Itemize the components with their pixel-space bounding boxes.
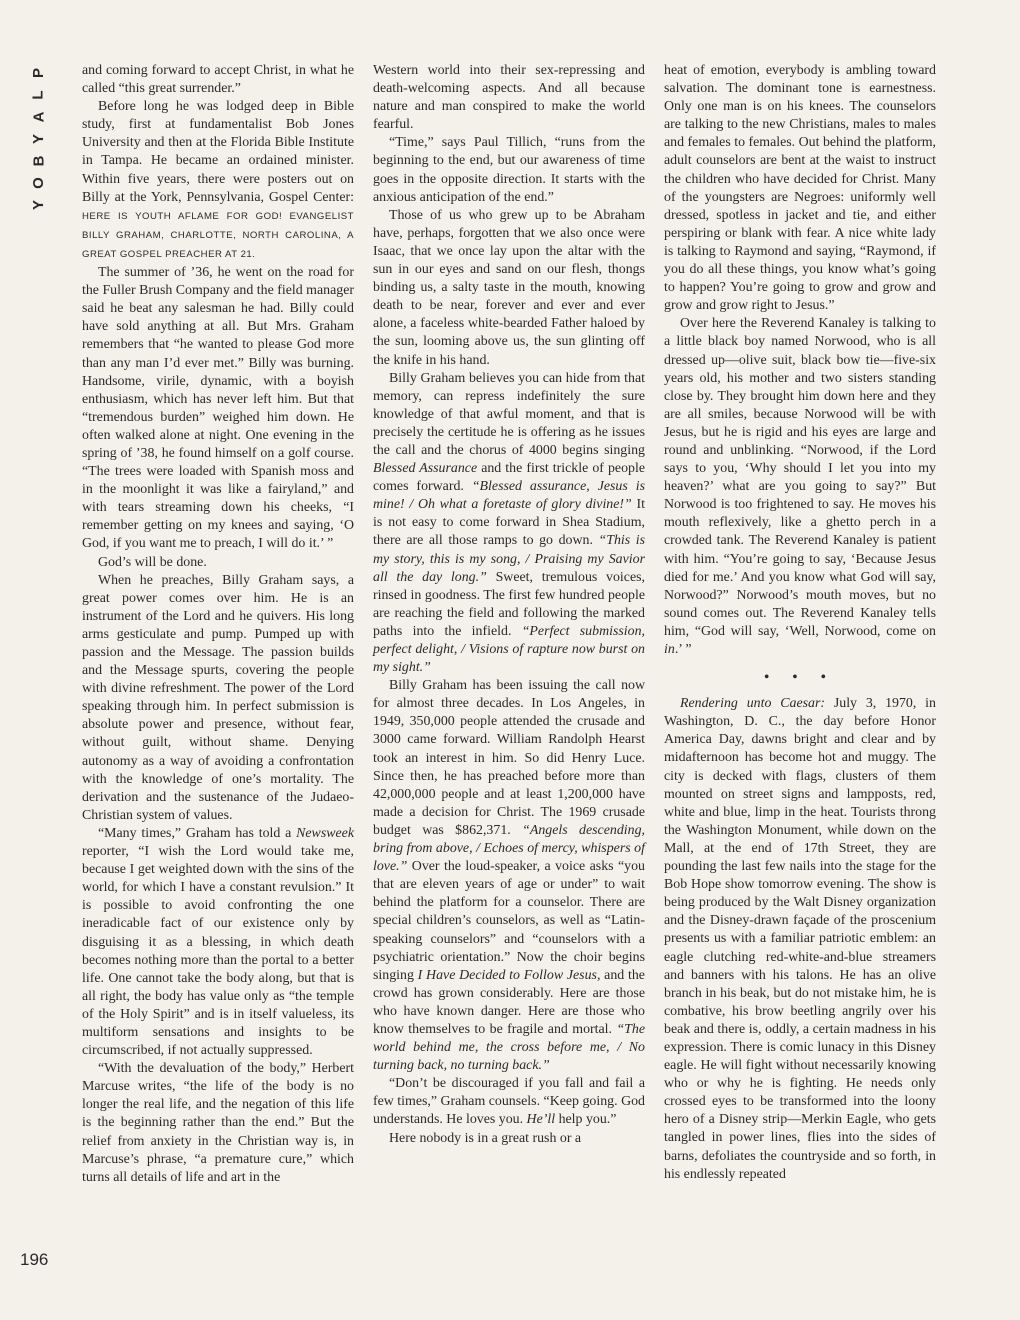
paragraph: heat of emotion, everybody is ambling toward salvation. The dominant tone is earnestness. Only one man is on his knees. The counselors are talking to the new Christians, males to males and females to females. Out behind the platform, adult counselors are bent at the waist to instruct the children who have decided for Christ. Many of the youngsters are Negroes: uniformly well dressed, spotless in jacket and tie, and either perspiring or blank with fear. A nice white lady is talking to Raymond and saying, “Raymond, if you do all these things, you know what’s going to happen? You’re going to grow and grow and grow and grow right to Jesus.” <box>664 63 936 314</box>
masthead-letter: B <box>30 155 47 167</box>
text-column-2 <box>373 62 645 1148</box>
paragraph: “With the devaluation of the body,” Herbert Marcuse writes, “the life of the body is no longer the real life, and the negation of this life is the beginning rather than the end.” But the relief from anxiety in the Christian way is, in Marcuse’s phrase, “a premature cure,” which turns all details of life and art in the <box>82 1061 354 1185</box>
poster-text: HERE IS YOUTH AFLAME FOR GOD! EVANGELIST BILLY GRAHAM, CHARLOTTE, NORTH CAROLINA, A GREAT GOSPEL PREACHER AT 21. <box>82 210 354 260</box>
paragraph: and coming forward to accept Christ, in what he called “this great surrender.” <box>82 63 354 97</box>
masthead-letter: Y <box>29 133 47 145</box>
masthead-letter: A <box>30 111 47 123</box>
masthead-letter: L <box>29 90 47 100</box>
paragraph: Those of us who grew up to be Abraham have, perhaps, forgotten that we also once were Isaac, that we once lay upon the altar with the sun in our eyes and sand on our flesh, thongs binding us, a salty taste in the mouth, knowing death to be near, forever and ever and ever alone, a faceless white-bearded Father haloed by the sun, looming above us, the sun glinting off the knife in his hand. <box>373 207 645 368</box>
paragraph: Over here the Reverend Kanaley is talking to a little black boy named Norwood, who is all dressed up—olive suit, black bow tie—five-six years old, his mother and two sisters standing close by. They brought him down here and they are all smiles, because Norwood will be with Jesus, but he is rigid and his eyes are large and round and unblinking. “Norwood, if the Lord says to you, ‘Why should I let you into my heaven?’ what are you going to say?” But Norwood is too frightened to say. He moves his mouth reflexively, like a ghetto perch in a crowded tank. The Reverend Kanaley is patient with him. “You’re going to say, ‘Because Jesus died for me.’ And you know what God will say, Norwood?” Norwood’s mouth moves, but no sound comes out. The Reverend Kanaley tells him, “God will say, ‘Well, Norwood, come on in.’ ” <box>664 316 936 657</box>
masthead-letter: O <box>29 177 47 189</box>
paragraph: Western world into their sex-repressing and death-welcoming aspects. And all because nature and man conspired to make the world fearful. <box>373 63 645 133</box>
paragraph: “Time,” says Paul Tillich, “runs from the beginning to the end, but our awareness of time goes in the opposite direction. It starts with the anxious anticipation of the end.” <box>373 135 645 205</box>
paragraph: Rendering unto Caesar: July 3, 1970, in Washington, D. C., the day before Honor America Day, dawns bright and clear and by midafternoon has become hot and muggy. The city is decked with flags, clusters of them mounted on street signs and lampposts, red, white and blue, limp in the heat. Tourists throng the Washington Monument, while down on the Mall, at the end of 17th Street, they are pounding the last few nails into the stage for the Bob Hope show tomorrow evening. The show is being produced by the Walt Disney organization and the Disney-drawn façade of the proscenium presents us with a familiar patriotic emblem: an eagle clutching red-white-and-blue streamers and banners with his talons. He has an olive branch in his beak, but do not mistake him, he is combative, his brow beetling angrily over his beak and there is, oddly, a certain madness in his expression. There is comic lunacy in this Disney eagle. He will fight without necessarily knowing who or why he is fighting. He needs only crossed eyes to be transformed into the loony hero of a Disney strip—Merkin Eagle, who gets tangled in power lines, flies into the sides of barns, defoliates the countryside and so forth, in his endlessly repeated <box>664 696 936 1182</box>
masthead-letter: P <box>29 67 47 79</box>
masthead <box>28 62 50 216</box>
paragraph: Billy Graham believes you can hide from that memory, can repress indefinitely the sure knowledge of that awful moment, and that is precisely the certitude he is offering as he issues the call and the chorus of 4000 begins singing Blessed Assurance and the first trickle of people comes forward. “Blessed assurance, Jesus is mine! / Oh what a foretaste of glory divine!” It is not easy to come forward in Shea Stadium, there are all those ramps to go down. “This is my story, this is my song, / Praising my Savior all the day long.” Sweet, tremulous voices, rinsed in goodness. The first few hundred people are reaching the field and following the marked paths into the infield. “Perfect submission, perfect delight, / Visions of rapture now burst on my sight.” <box>373 370 645 676</box>
paragraph: God’s will be done. <box>98 554 207 570</box>
text-column-3 <box>664 62 936 1184</box>
masthead-letter: Y <box>29 199 47 211</box>
paragraph: Before long he was lodged deep in Bible study, first at fundamentalist Bob Jones University and then at the Florida Bible Institute in Tampa. He became an ordained minister. Within five years, there were posters out on Billy at the York, Pennsylvania, Gospel Center: HERE IS YOUTH AFLAME FOR GOD! EVANGELIST BILLY GRAHAM, CHARLOTTE, NORTH CAROLINA, A GREAT GOSPEL PREACHER AT 21. <box>82 99 354 260</box>
paragraph: “Don’t be discouraged if you fall and fail a few times,” Graham counsels. “Keep going. God understands. He loves you. He’ll help you.” <box>373 1076 645 1128</box>
paragraph: Billy Graham has been issuing the call now for almost three decades. In Los Angeles, in 1949, 350,000 people attended the crusade and 3000 came forward. William Randolph Hearst took an interest in him. So did Henry Luce. Since then, he has preached before more than 42,000,000 people and at least 1,200,000 have made a decision for Christ. The 1969 crusade budget was $862,371. “Angels descending, bring from above, / Echoes of mercy, whispers of love.” Over the loud-speaker, a voice asks “you that are eleven years of age or under” to wait behind the platform for a counselor. There are special children’s counselors, as well as “Latin-speaking counselors” and “counselors with a psychiatric orientation.” Now the choir begins singing I Have Decided to Follow Jesus, and the crowd has grown considerably. Here are those who have known danger. Here are those who know themselves to be fragile and mortal. “The world behind me, the cross before me, / No turning back, no turning back.” <box>373 678 645 1074</box>
paragraph: The summer of ’36, he went on the road for the Fuller Brush Company and the field manager said he beat any salesman he had. Billy could have sold anything at all. But Mrs. Graham remembers that “he wanted to please God more than any man I’d ever met.” Billy was burning. Handsome, virile, dynamic, with a boyish enthusiasm, which has never left him. But that “tremendous burden” weighed him down. He often walked alone at night. One evening in the spring of ’38, he found himself on a golf course. “The trees were loaded with Spanish moss and in the moonlight it was like a fairyland,” and with tears streaming down his cheeks, “I remember getting on my knees and saying, ‘O God, if you want me to preach, I will do it.’ ” <box>82 265 354 552</box>
paragraph: “Many times,” Graham has told a Newsweek reporter, “I wish the Lord would take me, because I get weighted down with the sins of the world, for which I have a constant revulsion.” It is possible to avoid confronting the one ineradicable fact of our existence only by disguising it as a blessing, in which death becomes nothing more than the portal to a better life. One cannot take the body along, but that is all right, the body has value only as “the temple of the Holy Spirit” and is in itself valueless, its multiform sensations and insights to be circumscribed, if not actually suppressed. <box>82 825 354 1059</box>
paragraph: When he preaches, Billy Graham says, a great power comes over him. He is an instrument of the Lord and he quivers. His long arms gesticulate and pump. Pumped up with passion and the Message. The passion builds and the Message spurts, covering the people with divine refreshment. The power of the Lord speaking through him. In perfect submission is absolute power and presence, without fear, without guilt, without shame. Denying autonomy as a way of avoiding a confrontation with the knowledge of one’s mortality. The derivation and the sustenance of the Judaeo-Christian system of values. <box>82 572 354 823</box>
paragraph: Here nobody is in a great rush or a <box>389 1130 582 1146</box>
text-column-1 <box>82 62 354 1187</box>
section-divider: • • • <box>764 670 836 686</box>
page-number: 196 <box>20 1250 49 1269</box>
section-heading: Rendering unto Caesar: <box>680 696 825 712</box>
